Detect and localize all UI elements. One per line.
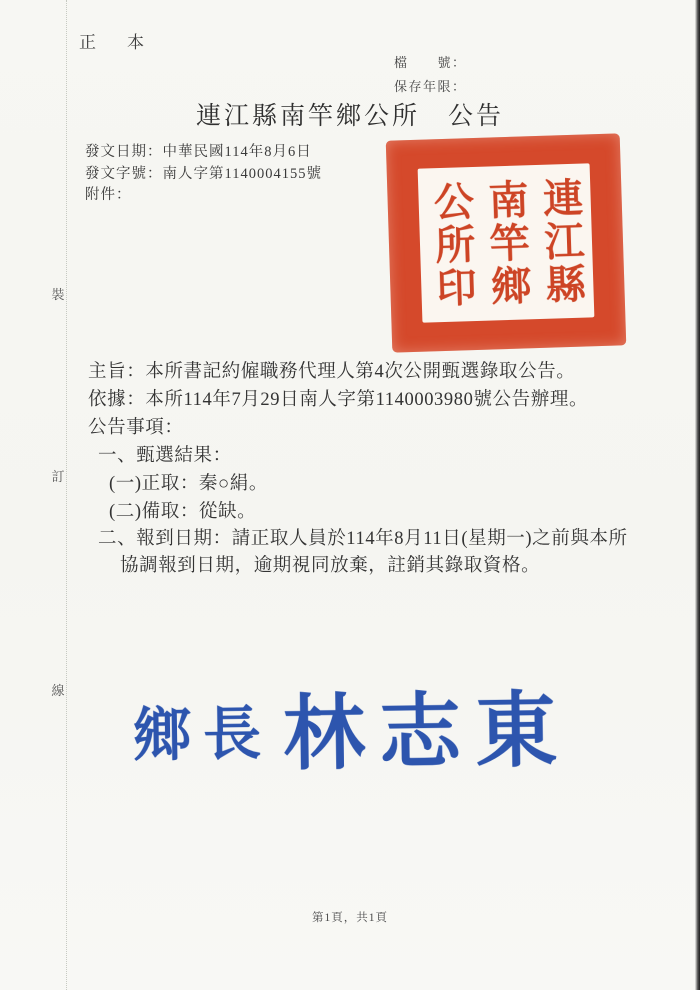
file-header-block [394, 51, 467, 99]
item-2-report-date-line-1: 二、報到日期：請正取人員於114年8月11日(星期一)之前與本所 [98, 529, 628, 549]
binding-dotted-line [66, 0, 67, 990]
issue-date-line [85, 142, 322, 164]
scan-edge-artifact [695, 0, 700, 990]
seal-column-right: 連江縣 [536, 176, 587, 307]
reference-number-line [85, 164, 322, 186]
item-2-report-date-line-2: 協調報到日期，逾期視同放棄，註銷其錄取資格。 [120, 556, 541, 576]
seal-column-middle: 南竿鄉 [482, 177, 532, 309]
subject-text: 本所書記約僱職務代理人第4次公開甄選錄取公告。 [145, 362, 576, 382]
seal-column-left: 公所印 [427, 179, 477, 310]
announcement-items-header: 公告事項： [88, 418, 184, 438]
page-number-footer: 第1頁，共1頁 [312, 912, 388, 924]
official-seal-stamp [386, 133, 627, 352]
subject-line [88, 357, 575, 383]
attachment-label: 附件： [85, 187, 132, 203]
item-1-sub-1-admitted: (一)正取：秦○絹。 [109, 474, 268, 494]
binding-mark-zhuang: 裝 [51, 287, 65, 302]
reference-number-value: 南人字第1140004155號 [162, 165, 322, 182]
mayor-title: 鄉長 [132, 700, 274, 768]
reference-number-label: 發文字號： [85, 165, 163, 182]
item-1-sub-2-alternate: (二)備取：從缺。 [109, 502, 257, 522]
attachment-line [85, 185, 322, 207]
document-title: 連江縣南竿鄉公所 公告 [195, 103, 504, 130]
copy-type-label: 正 本 [79, 33, 151, 52]
binding-mark-ding: 訂 [51, 469, 65, 484]
binding-mark-xian: 線 [51, 683, 65, 698]
official-seal-text [418, 163, 595, 322]
item-1-selection-result: 一、甄選結果： [98, 446, 232, 466]
retention-period-label: 保存年限： [394, 79, 467, 94]
issue-date-label: 發文日期： [85, 144, 163, 160]
mayor-signature-stamp [132, 665, 572, 788]
basis-line [88, 385, 588, 411]
file-number-label: 檔 號： [394, 55, 467, 70]
subject-label: 主旨： [88, 362, 146, 382]
mayor-name: 林志東 [282, 684, 572, 780]
basis-text: 本所114年7月29日南人字第1140003980號公告辦理。 [145, 390, 589, 410]
document-meta-block [85, 142, 322, 207]
issue-date-value: 中華民國114年8月6日 [162, 144, 312, 160]
basis-label: 依據： [88, 390, 146, 410]
